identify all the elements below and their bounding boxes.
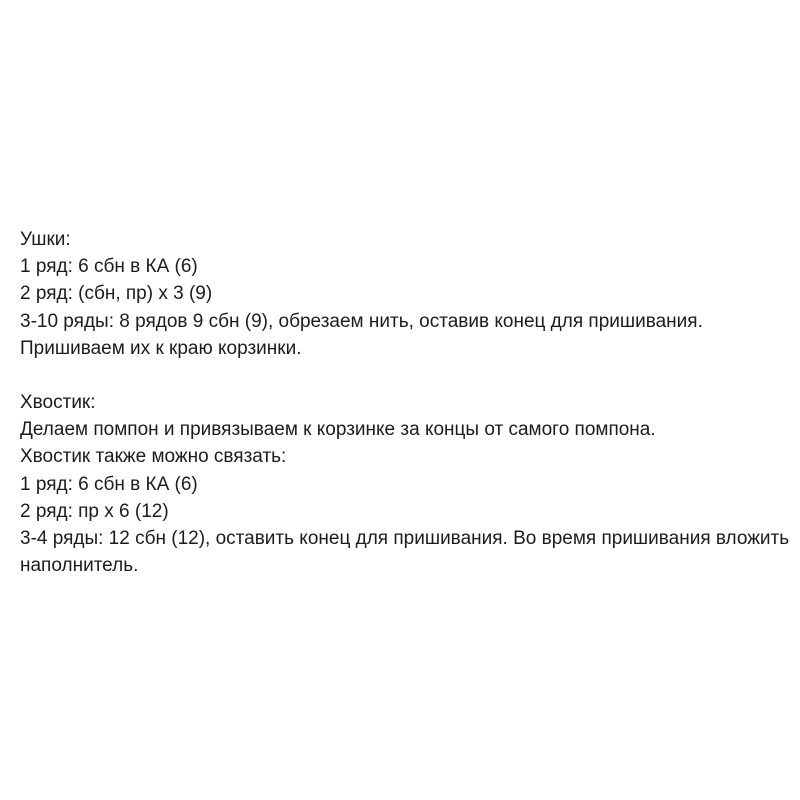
section-spacer xyxy=(20,362,790,389)
tail-row-2: 2 ряд: пр х 6 (12) xyxy=(20,500,169,522)
tail-section xyxy=(20,389,795,579)
ears-row-1: 1 ряд: 6 сбн в КА (6) xyxy=(20,256,198,278)
tail-row-1: 1 ряд: 6 сбн в КА (6) xyxy=(20,473,198,495)
ears-row-3-10: 3-10 ряды: 8 рядов 9 сбн (9), обрезаем нить, оставив конец для пришивания. Пришиваем их к краю корзинки. xyxy=(20,310,709,359)
ears-row-2: 2 ряд: (сбн, пр) х 3 (9) xyxy=(20,283,213,305)
ears-heading: Ушки: xyxy=(20,229,71,250)
tail-heading: Хвостик: xyxy=(20,392,96,414)
tail-alternative-note: Хвостик также можно связать: xyxy=(20,446,287,468)
tail-row-3-4: 3-4 ряды: 12 сбн (12), оставить конец для пришивания. Во время пришивания вложить наполнитель. xyxy=(20,528,795,577)
document-body xyxy=(20,226,795,579)
tail-pompom-instruction: Делаем помпон и привязываем к корзинке за концы от самого помпона. xyxy=(20,419,656,441)
ears-section xyxy=(20,226,790,362)
